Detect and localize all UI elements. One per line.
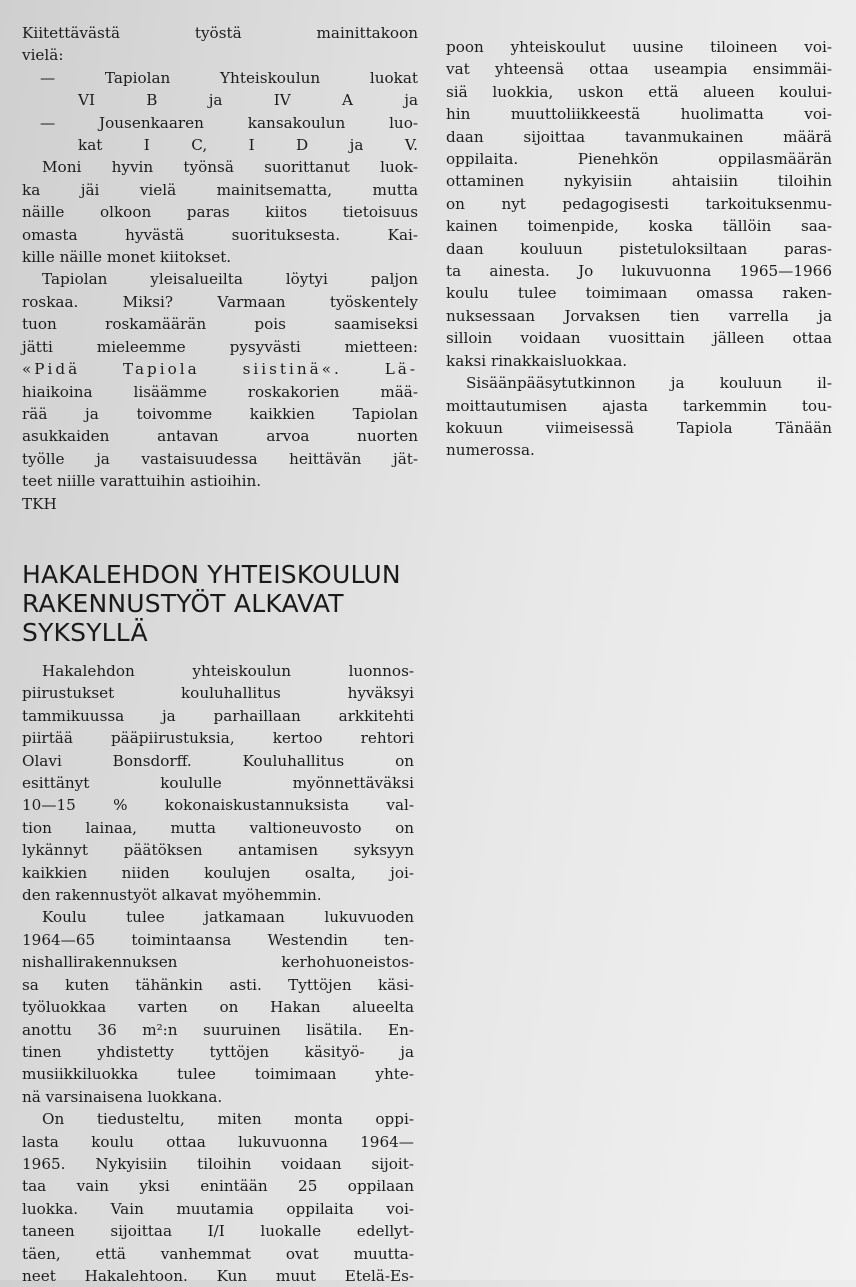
left-column-article bbox=[22, 660, 414, 1287]
text-line: vielä: bbox=[22, 46, 64, 65]
paragraph-praise bbox=[22, 22, 418, 515]
list-item: — Jousenkaaren kansakoulun luo- bbox=[40, 113, 418, 132]
left-column-top bbox=[22, 22, 418, 515]
text-line: teet niille varattuihin astioihin. bbox=[22, 472, 262, 491]
text-line: Hakalehdon yhteiskoulun luonnos- bbox=[42, 662, 414, 680]
text-line: tuon roskamäärän pois saamiseksi bbox=[22, 315, 418, 334]
text-line: Kiitettävästä työstä mainittakoon bbox=[22, 24, 418, 42]
text-line: Koulu tulee jatkamaan lukuvuoden bbox=[42, 908, 414, 927]
text-line: sa kuten tähänkin asti. Tyttöjen käsi- bbox=[22, 975, 414, 994]
text-line: silloin voidaan vuosittain jälleen ottaa bbox=[446, 329, 832, 348]
text-line: ottaminen nykyisiin ahtaisiin tiloihin bbox=[446, 172, 832, 191]
text-line: näille olkoon paras kiitos tietoisuus bbox=[22, 203, 418, 222]
text-line: rää ja toivomme kaikkien Tapiolan bbox=[22, 404, 418, 423]
text-line: musiikkiluokka tulee toimimaan yhte- bbox=[22, 1065, 414, 1084]
list-item-cont: kat I C, I D ja V. bbox=[78, 136, 418, 155]
text-line: Tapiolan yleisalueilta löytyi paljon bbox=[42, 270, 418, 289]
text-line: kaksi rinakkaisluokkaa. bbox=[446, 351, 628, 370]
text-line: jätti mieleemme pysyvästi mietteen: bbox=[22, 337, 418, 356]
article-headline bbox=[22, 560, 422, 647]
text-line: hin muuttoliikkeestä huolimatta voi- bbox=[446, 105, 832, 124]
text-line: 10—15 % kokonaiskustannuksista val- bbox=[22, 796, 414, 815]
headline-line: SYKSYLLÄ bbox=[22, 618, 148, 647]
text-line: siä luokkia, uskon että alueen koului- bbox=[446, 82, 832, 101]
text-line: Sisäänpääsytutkinnon ja kouluun il- bbox=[466, 374, 832, 393]
text-line: ka jäi vielä mainitsematta, mutta bbox=[22, 180, 418, 199]
text-line: omasta hyvästä suorituksesta. Kai- bbox=[22, 225, 418, 244]
text-line: kokuun viimeisessä Tapiola Tänään bbox=[446, 418, 832, 437]
signature: TKH bbox=[22, 494, 57, 513]
list-item-cont: VI B ja IV A ja bbox=[78, 91, 418, 110]
text-line: nuksessaan Jorvaksen tien varrella ja bbox=[446, 306, 832, 325]
text-line: neet Hakalehtoon. Kun muut Etelä-Es- bbox=[22, 1266, 414, 1285]
text-line: täen, että vanhemmat ovat muutta- bbox=[22, 1244, 414, 1263]
text-line: lasta koulu ottaa lukuvuonna 1964— bbox=[22, 1132, 414, 1151]
list-item: — Tapiolan Yhteiskoulun luokat bbox=[40, 68, 418, 87]
text-line: hiaikoina lisäämme roskakorien mää- bbox=[22, 382, 418, 401]
text-line: kille näille monet kiitokset. bbox=[22, 248, 232, 267]
text-line: tammikuussa ja parhaillaan arkkitehti bbox=[22, 706, 414, 725]
text-line: tion lainaa, mutta valtioneuvosto on bbox=[22, 818, 414, 837]
text-line: Olavi Bonsdorff. Kouluhallitus on bbox=[22, 751, 414, 770]
text-line: tinen yhdistetty tyttöjen käsityö- ja bbox=[22, 1042, 414, 1061]
text-line: taneen sijoittaa I/I luokalle edellyt- bbox=[22, 1222, 414, 1241]
text-line: 1965. Nykyisiin tiloihin voidaan sijoit- bbox=[22, 1154, 414, 1173]
text-line: daan kouluun pistetuloksiltaan paras- bbox=[446, 239, 832, 258]
text-line: nishallirakennuksen kerhohuoneistos- bbox=[22, 953, 414, 972]
headline-line: HAKALEHDON YHTEISKOULUN bbox=[22, 560, 401, 589]
headline-line: RAKENNUSTYÖT ALKAVAT bbox=[22, 589, 344, 618]
text-line: piirtää pääpiirustuksia, kertoo rehtori bbox=[22, 729, 414, 748]
text-line: lykännyt päätöksen antamisen syksyyn bbox=[22, 841, 414, 860]
text-line: oppilaita. Pienehkön oppilasmäärän bbox=[446, 150, 832, 169]
text-line: luokka. Vain muutamia oppilaita voi- bbox=[22, 1199, 414, 1218]
text-line: 1964—65 toimintaansa Westendin ten- bbox=[22, 930, 414, 949]
text-line: nä varsinaisena luokkana. bbox=[22, 1087, 223, 1106]
text-line: ta ainesta. Jo lukuvuonna 1965—1966 bbox=[446, 262, 832, 281]
text-line: numerossa. bbox=[446, 441, 535, 460]
text-line: koulu tulee toimimaan omassa raken- bbox=[446, 284, 832, 303]
text-line: kaikkien niiden koulujen osalta, joi- bbox=[22, 863, 414, 882]
text-line: daan sijoittaa tavanmukainen määrä bbox=[446, 127, 832, 146]
text-line: työluokkaa varten on Hakan alueelta bbox=[22, 998, 414, 1017]
text-line: roskaa. Miksi? Varmaan työskentely bbox=[22, 292, 418, 311]
text-line: esittänyt koululle myönnettäväksi bbox=[22, 774, 414, 793]
text-line: den rakennustyöt alkavat myöhemmin. bbox=[22, 886, 322, 905]
text-line: moittautumisen ajasta tarkemmin tou- bbox=[446, 396, 832, 415]
text-line: anottu 36 m²:n suuruinen lisätila. En- bbox=[22, 1020, 414, 1039]
article-continuation bbox=[446, 36, 832, 462]
text-line: On tiedusteltu, miten monta oppi- bbox=[42, 1110, 414, 1129]
text-line: kainen toimenpide, koska tällöin saa- bbox=[446, 217, 832, 236]
article-body bbox=[22, 660, 414, 1287]
text-line: Moni hyvin työnsä suorittanut luok- bbox=[42, 158, 418, 177]
text-line-slogan: «Pidä Tapiola siistinä«. Lä- bbox=[22, 360, 418, 379]
text-line: on nyt pedagogisesti tarkoituksenmu- bbox=[446, 194, 832, 213]
right-column bbox=[446, 36, 832, 462]
text-line: taa vain yksi enintään 25 oppilaan bbox=[22, 1177, 414, 1196]
text-line: vat yhteensä ottaa useampia ensimmäi- bbox=[446, 60, 832, 79]
text-line: työlle ja vastaisuudessa heittävän jät- bbox=[22, 449, 418, 468]
text-line: asukkaiden antavan arvoa nuorten bbox=[22, 427, 418, 446]
text-line: piirustukset kouluhallitus hyväksyi bbox=[22, 684, 414, 703]
text-line: poon yhteiskoulut uusine tiloineen voi- bbox=[446, 38, 832, 56]
